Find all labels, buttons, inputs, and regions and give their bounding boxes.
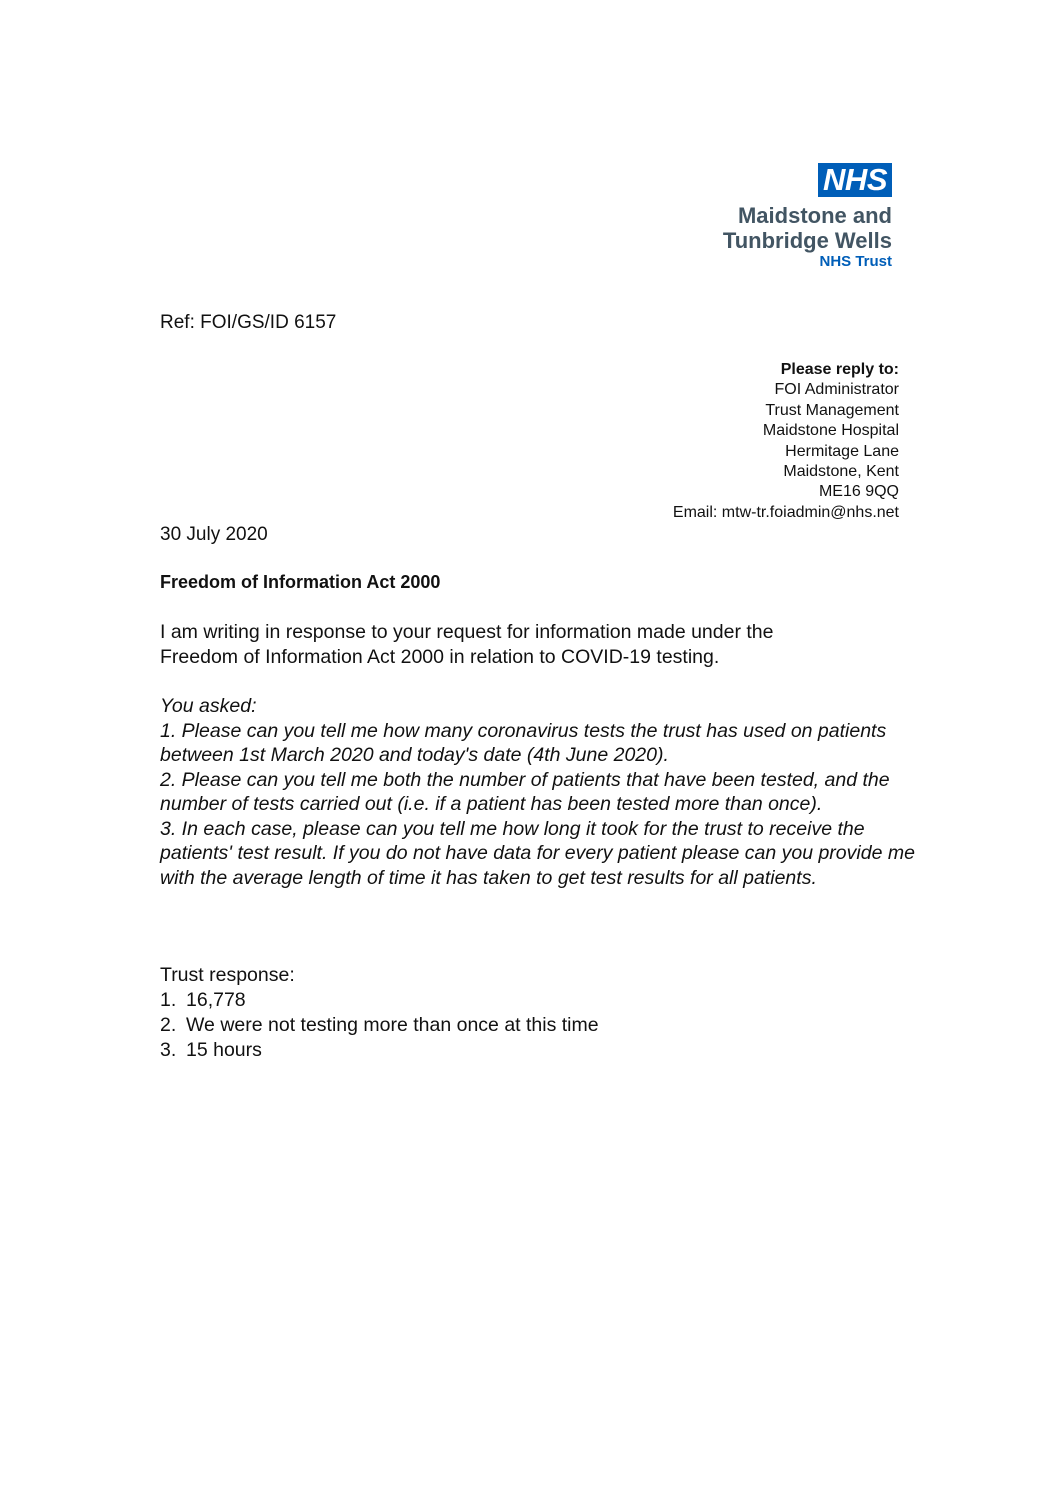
question-3: 3. In each case, please can you tell me how long it took for the trust to receive the patients' test result. If you do not have data for every patient please can you provide me with the average length of time it has taken to get test results for all patients.: [160, 817, 915, 889]
org-name-line2: Tunbridge Wells: [722, 228, 892, 253]
reply-to-line: Maidstone Hospital: [762, 422, 899, 440]
reference-number: Ref: FOI/GS/ID 6157: [160, 312, 337, 333]
reply-to-heading: Please reply to:: [780, 361, 899, 378]
questions-heading: You asked:: [160, 695, 257, 717]
org-name-line3: NHS Trust: [819, 253, 892, 270]
response-item-text: 15 hours: [186, 1039, 262, 1061]
org-name-line1: Maidstone and: [737, 203, 892, 228]
response-item-number: 2.: [160, 1014, 177, 1036]
reply-to-address: [673, 360, 899, 523]
reply-to-line: Hermitage Lane: [785, 442, 899, 460]
nhs-trust-logo: [662, 163, 892, 271]
question-2: 2. Please can you tell me both the number of patients that have been tested, and the number of tests carried out (i.e. if a patient has been tested more than once).: [160, 768, 890, 815]
response-heading: Trust response:: [160, 964, 295, 986]
question-1: 1. Please can you tell me how many coronavirus tests the trust has used on patients between 1st March 2020 and today's date (4th June 2020).: [160, 719, 887, 766]
response-item: [160, 1038, 599, 1063]
reply-to-line: Maidstone, Kent: [783, 463, 899, 481]
response-item: [160, 1013, 599, 1038]
letter-date: 30 July 2020: [160, 524, 268, 545]
questions-section: [160, 694, 920, 890]
reply-to-line: ME16 9QQ: [818, 483, 899, 501]
response-item-number: 1.: [160, 989, 177, 1011]
reply-to-line: Trust Management: [765, 401, 899, 419]
response-item: [160, 988, 599, 1013]
nhs-badge: NHS: [818, 163, 892, 197]
reply-to-line: FOI Administrator: [774, 381, 899, 399]
letter-title: Freedom of Information Act 2000: [160, 572, 441, 592]
response-list: [160, 988, 599, 1063]
response-item-text: 16,778: [186, 989, 246, 1011]
intro-line: Freedom of Information Act 2000 in relation to COVID-19 testing.: [160, 645, 720, 668]
response-item-text: We were not testing more than once at this time: [186, 1014, 599, 1036]
response-item-number: 3.: [160, 1039, 177, 1061]
intro-line: I am writing in response to your request for information made under the: [160, 621, 774, 643]
reply-to-email: Email: mtw-tr.foiadmin@nhs.net: [672, 503, 899, 521]
response-section: [160, 963, 599, 1063]
intro-paragraph: [160, 620, 920, 669]
